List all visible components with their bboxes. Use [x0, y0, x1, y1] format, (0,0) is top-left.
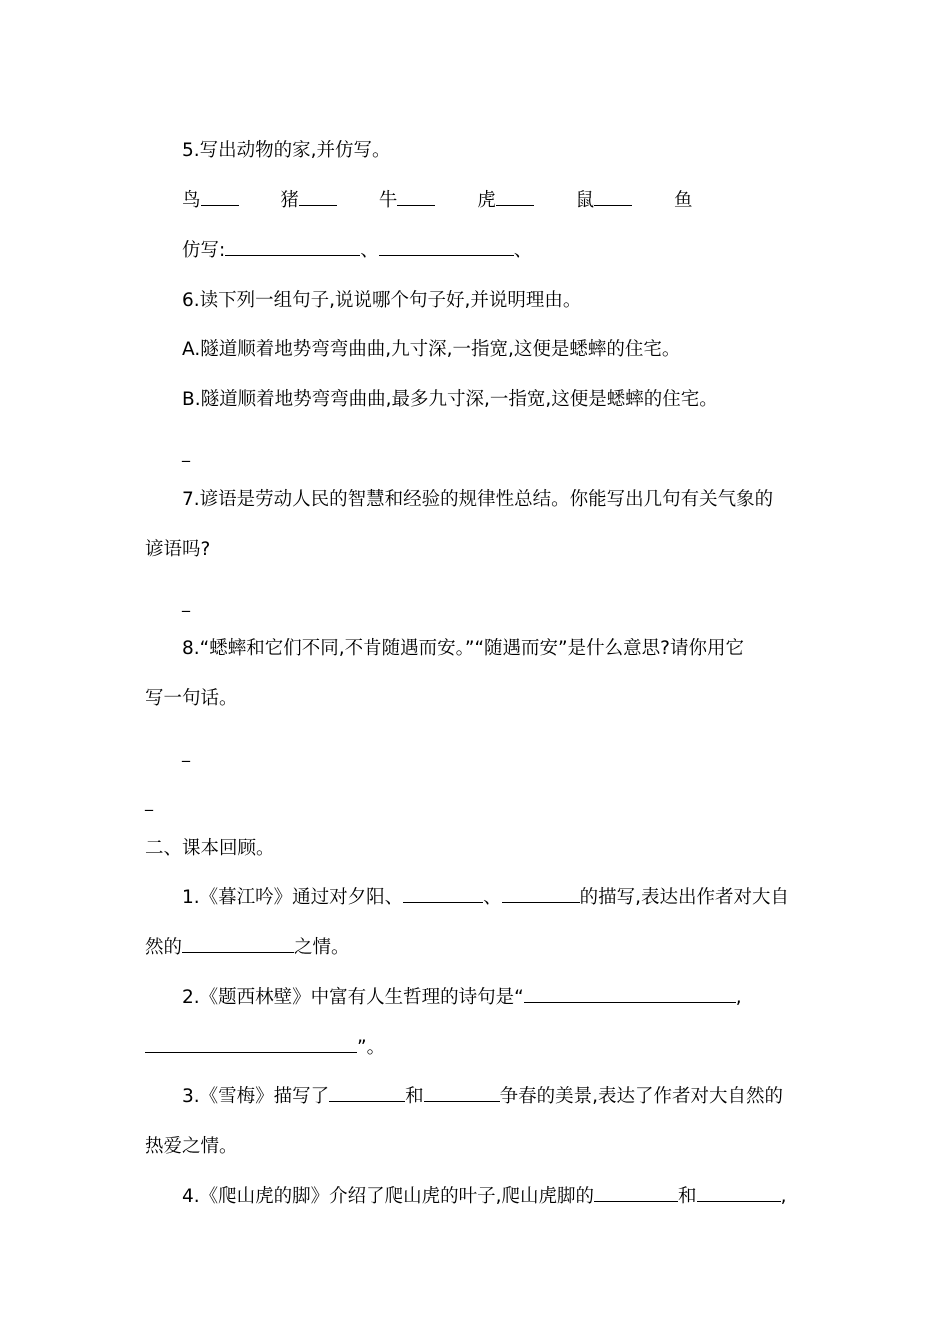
- s2-q1-text-2: 、: [483, 887, 502, 908]
- s2-q3-line-1: [182, 1084, 783, 1110]
- s2-q4-blank-1[interactable]: [594, 1200, 678, 1202]
- imitate-label: 仿写:: [182, 240, 226, 261]
- s2-q1-text-3: 的描写,表达出作者对大自: [579, 887, 790, 908]
- q5-animal-row: [182, 188, 693, 214]
- blank-cow[interactable]: [397, 204, 435, 206]
- animal-tiger: 虎: [477, 190, 496, 211]
- q8-answer-line-2[interactable]: _: [145, 792, 153, 811]
- s2-q1-text-5: 之情。: [294, 937, 350, 958]
- s2-q3-blank-2[interactable]: [424, 1100, 500, 1102]
- s2-q4-line-1: [182, 1184, 786, 1210]
- s2-q2-blank-1[interactable]: [524, 1001, 736, 1003]
- s2-q3-text-1: 3.《雪梅》描写了: [182, 1086, 330, 1107]
- s2-q1-blank-3[interactable]: [182, 951, 294, 953]
- imitate-sep-2: 、: [513, 240, 533, 261]
- s2-q1-line-2: [145, 935, 350, 961]
- imitate-blank-1[interactable]: [225, 254, 360, 256]
- s2-q4-blank-2[interactable]: [697, 1200, 781, 1202]
- animal-bird: 鸟: [182, 190, 201, 211]
- s2-q2-blank-2[interactable]: [145, 1051, 357, 1053]
- s2-q1-text-4: 然的: [145, 937, 183, 958]
- s2-q2-text-2: ,: [735, 987, 742, 1008]
- s2-q1-blank-1[interactable]: [403, 901, 483, 903]
- animal-pig: 猪: [280, 190, 299, 211]
- section2-heading: 二、课本回顾。: [145, 838, 275, 859]
- s2-q4-text-2: 和: [678, 1186, 697, 1207]
- s2-q1-text-1: 1.《暮江吟》通过对夕阳、: [182, 887, 404, 908]
- q8-line-1: 8.“蟋蟀和它们不同,不肯随遇而安。”“随遇而安”是什么意思?请你用它: [182, 638, 744, 659]
- s2-q1-blank-2[interactable]: [502, 901, 580, 903]
- s2-q2-text-1: 2.《题西林壁》中富有人生哲理的诗句是“: [182, 987, 524, 1008]
- animal-cow: 牛: [378, 190, 398, 211]
- q8-answer-line-1[interactable]: _: [182, 743, 190, 762]
- q6-option-b: B.隧道顺着地势弯弯曲曲,最多九寸深,一指宽,这便是蟋蟀的住宅。: [182, 389, 718, 410]
- s2-q3-blank-1[interactable]: [329, 1100, 405, 1102]
- s2-q3-text-2: 和: [405, 1086, 424, 1107]
- s2-q1-line-1: [182, 885, 789, 911]
- q6-title: 6.读下列一组句子,说说哪个句子好,并说明理由。: [182, 290, 582, 311]
- animal-mouse: 鼠: [575, 190, 595, 211]
- s2-q2-line-2: [145, 1035, 385, 1061]
- blank-pig[interactable]: [299, 204, 337, 206]
- imitate-blank-2[interactable]: [379, 254, 514, 256]
- q8-line-2: 写一句话。: [145, 688, 238, 709]
- q5-title: 5.写出动物的家,并仿写。: [182, 140, 391, 161]
- s2-q4-text-3: ,: [780, 1186, 787, 1207]
- blank-mouse[interactable]: [594, 204, 632, 206]
- q5-imitate-row: [182, 238, 532, 264]
- blank-tiger[interactable]: [496, 204, 534, 206]
- s2-q4-text-1: 4.《爬山虎的脚》介绍了爬山虎的叶子,爬山虎脚的: [182, 1186, 595, 1207]
- q6-option-a: A.隧道顺着地势弯弯曲曲,九寸深,一指宽,这便是蟋蟀的住宅。: [182, 339, 681, 360]
- blank-bird[interactable]: [201, 204, 239, 206]
- q6-answer-line[interactable]: _: [182, 443, 190, 462]
- q7-answer-line[interactable]: _: [182, 593, 190, 612]
- q7-line-2: 谚语吗?: [145, 539, 211, 560]
- s2-q2-line-1: [182, 985, 742, 1011]
- imitate-sep-1: 、: [360, 240, 379, 261]
- q7-line-1: 7.谚语是劳动人民的智慧和经验的规律性总结。你能写出几句有关气象的: [182, 489, 774, 510]
- s2-q2-text-3: ”。: [357, 1037, 386, 1058]
- animal-fish: 鱼: [674, 190, 693, 211]
- s2-q3-line-2: 热爱之情。: [145, 1136, 238, 1157]
- s2-q3-text-3: 争春的美景,表达了作者对大自然的: [499, 1086, 784, 1107]
